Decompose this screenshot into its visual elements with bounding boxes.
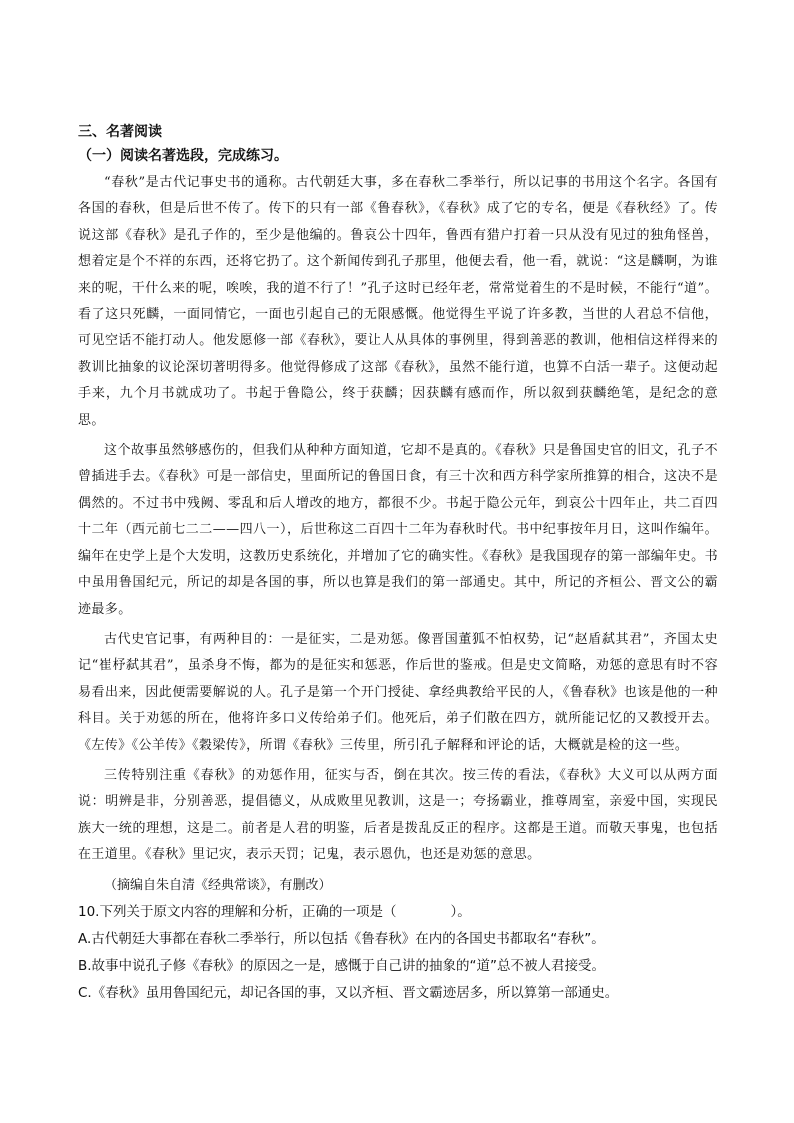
- question-stem: 10.下列关于原文内容的理解和分析，正确的一项是（ ）。: [78, 903, 471, 920]
- passage-paragraph-1: “春秋”是古代记事史书的通称。古代朝廷大事，多在春秋二季举行，所以记事的书用这个名字。各国有各国的春秋，但是后世不传了。传下的只有一部《鲁春秋》，《春秋》成了它的专名，便是《春秋经》了。传说这部《春秋》是孔子作的，至少是他编的。鲁哀公十四年，鲁西有猎户打着一只从没有见过的独角怪兽，想着定是个不祥的东西，还将它扔了。这个新闻传到孔子那里，他便去看，他一看，就说：“这是麟啊，为谁来的呢，干什么来的呢，唉唉，我的道不行了！”孔子这时已经年老，常常觉着生的不是时候，不能行“道”。看了这只死麟，一面同情它，一面也引起自己的无限感慨。他觉得生平说了许多教，当世的人君总不信他，可见空话不能打动人。他发愿修一部《春秋》，要让人从具体的事例里，得到善恶的教训，他相信这样得来的教训比抽象的议论深切著明得多。他觉得修成了这部《春秋》，虽然不能行道，也算不白活一辈子。这便动起手来，九个月书就成功了。书起于鲁隐公，终于获麟；因获麟有感而作，所以叙到获麟绝笔，是纪念的意思。: [78, 175, 718, 428]
- section-title: 三、名著阅读: [78, 124, 162, 140]
- option-a: A.古代朝廷大事都在春秋二季举行，所以包括《鲁春秋》在内的各国史书都取名“春秋”。: [78, 930, 605, 947]
- option-b: B.故事中说孔子修《春秋》的原因之一是，感慨于自己讲的抽象的“道”总不被人君接受。: [78, 957, 606, 974]
- passage-paragraph-3: 古代史官记事，有两种目的：一是征实，二是劝惩。像晋国董狐不怕权势，记“赵盾弑其君”，齐国太史记“崔杼弑其君”，虽杀身不悔，都为的是征实和惩恶，作后世的鉴戒。但是史文简略，劝惩的意思有时不容易看出来，因此便需要解说的人。孔子是第一个开门授徒、拿经典教给平民的人，《鲁春秋》也该是他的一种科目。关于劝惩的所在，他将许多口义传给弟子们。他死后，弟子们散在四方，就所能记忆的又教授开去。《左传》《公羊传》《穀梁传》，所谓《春秋》三传里，所引孔子解释和评论的话，大概就是检的这一些。: [78, 631, 718, 753]
- subsection-title: （一）阅读名著选段，完成练习。: [78, 148, 288, 164]
- document-content: [78, 120, 718, 1007]
- option-c: C.《春秋》虽用鲁国纪元，却记各国的事，又以齐桓、晋文霸迹居多，所以算第一部通史。: [78, 984, 619, 1001]
- passage-source: （摘编自朱自清《经典常谈》，有删改）: [104, 877, 332, 893]
- passage-paragraph-2: 这个故事虽然够感伤的，但我们从种种方面知道，它却不是真的。《春秋》只是鲁国史官的旧文，孔子不曾插进手去。《春秋》可是一部信史，里面所记的鲁国日食，有三十次和西方科学家所推算的相合，这决不是偶然的。不过书中残阙、零乱和后人增改的地方，都很不少。书起于隐公元年，到哀公十四年止，共二百四十二年（西元前七二二——四八一），后世称这二百四十二年为春秋时代。书中纪事按年月日，这叫作编年。编年在史学上是个大发明，这教历史系统化，并增加了它的确实性。《春秋》是我国现存的第一部编年史。书中虽用鲁国纪元，所记的却是各国的事，所以也算是我们的第一部通史。其中，所记的齐桓公、晋文公的霸迹最多。: [78, 443, 718, 617]
- passage-paragraph-4: 三传特别注重《春秋》的劝惩作用，征实与否，倒在其次。按三传的看法，《春秋》大义可以从两方面说：明辨是非，分别善恶，提倡德义，从成败里见教训，这是一；夸扬霸业，推尊周室，亲爱中国，实现民族大一统的理想，这是二。前者是人君的明鉴，后者是拨乱反正的程序。这都是王道。而敬天事鬼，也包括在王道里。《春秋》里记灾，表示天罚；记鬼，表示恩仇，也还是劝惩的意思。: [78, 767, 718, 863]
